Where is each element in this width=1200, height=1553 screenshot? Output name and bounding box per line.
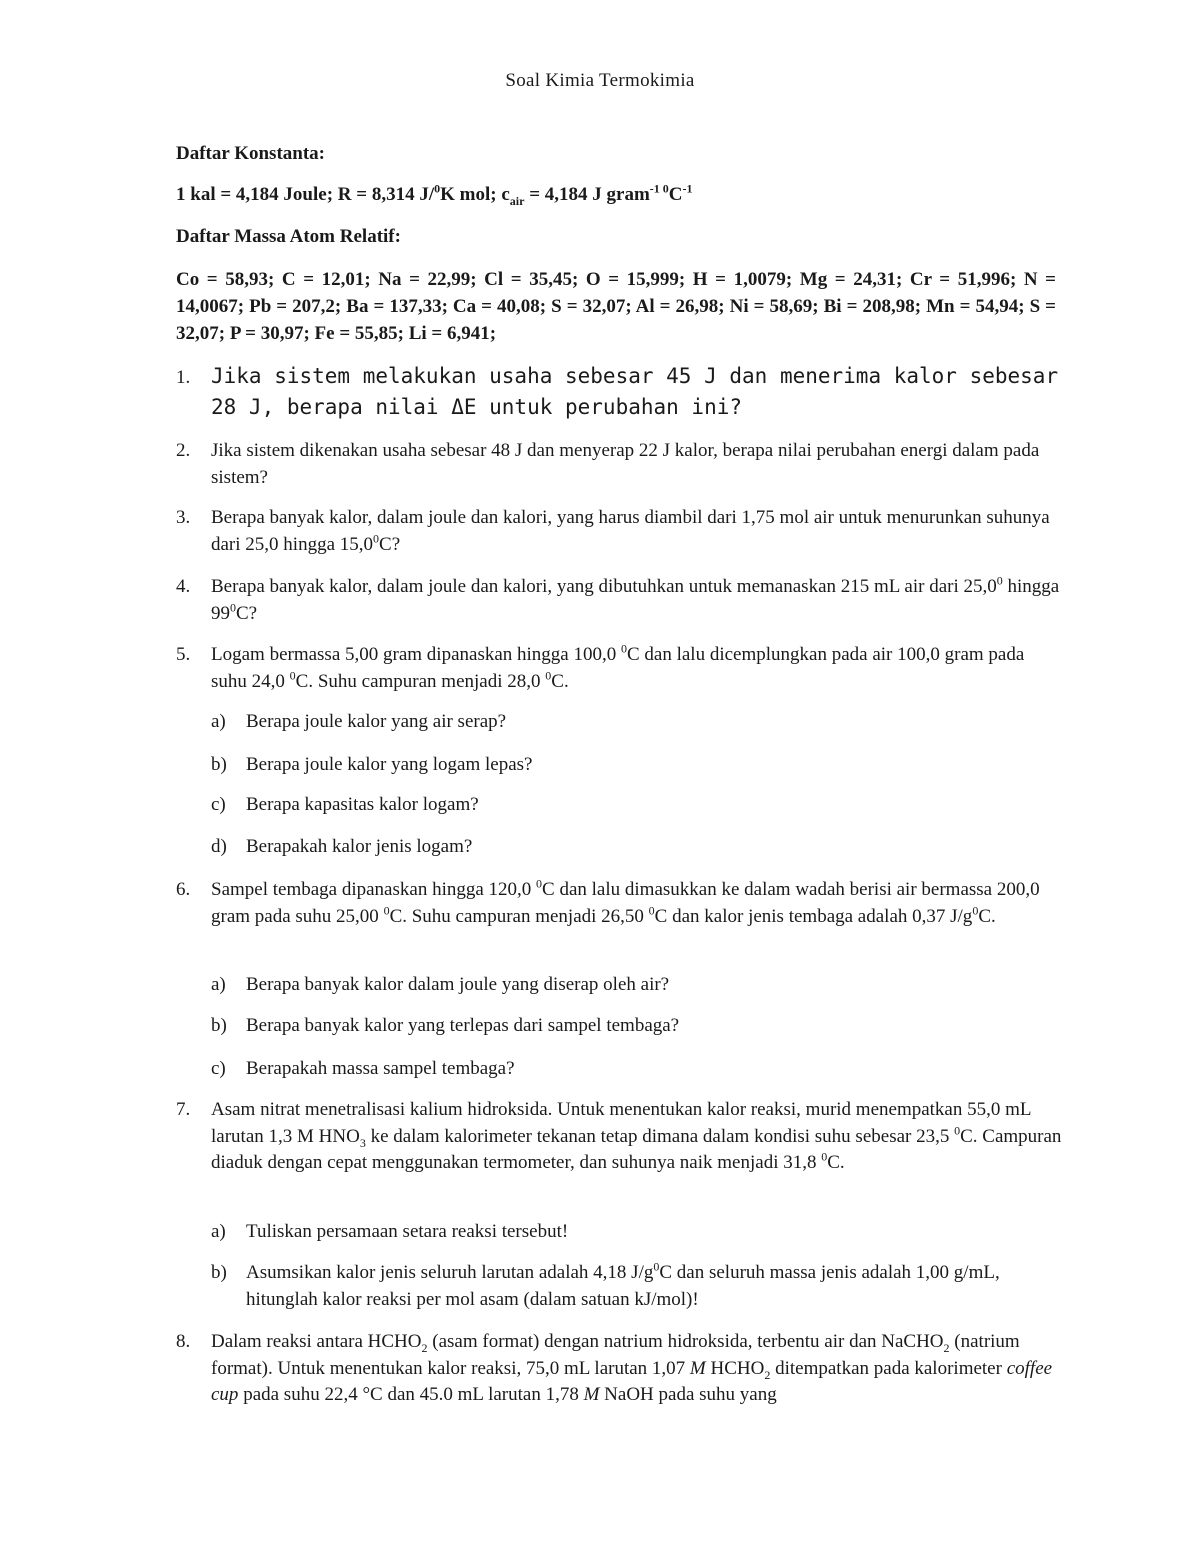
- question-6-text: Sampel tembaga dipanaskan hingga 120,0 $^0$C dan lalu dimasukkan ke dalam wadah berisi air bermassa 200,0 gram pada suhu 25,00 $^0$C. Suhu campuran menjadi 26,50 $^0$C dan kalor jenis tembaga adalah 0,37 $J/g^0C$.: [211, 876, 1040, 927]
- question-5b-letter: b): [211, 754, 227, 775]
- question-5-text: Logam bermassa 5,00 gram dipanaskan hingga 100,0 $^0$C dan lalu dicemplungkan pada air 100,0 gram pada suhu 24,0 $^0$C. Suhu campuran menjadi 28,0 $^0$C.: [211, 641, 1025, 692]
- question-2-number: 2.: [176, 440, 191, 461]
- question-3-text: Berapa banyak kalor, dalam joule dan kalori, yang harus diambil dari 1,75 mol air untuk menurunkan suhunya dari 25,0 hingga 15,0$^0$C?: [211, 507, 1050, 555]
- question-7a-text: Tuliskan persamaan setara reaksi tersebut!: [246, 1221, 569, 1242]
- question-6-number: 6.: [176, 879, 191, 900]
- page-title: Soal Kimia Termokimia: [505, 70, 695, 91]
- question-3-number: 3.: [176, 507, 191, 528]
- question-5d-text: Berapakah kalor jenis logam?: [246, 836, 473, 857]
- question-6b-letter: b): [211, 1015, 227, 1036]
- question-1-text: Jika sistem melakukan usaha sebesar 45 J dan menerima kalor sebesar 28 J, berapa nilai ΔE untuk perubahan ini?: [211, 364, 1059, 419]
- question-5a-letter: a): [211, 711, 226, 732]
- question-7-number: 7.: [176, 1099, 191, 1120]
- question-7-text: Asam nitrat menetralisasi kalium hidroksida. Untuk menentukan kalor reaksi, murid menempatkan 55,0 mL larutan 1,3 M $HNO_3$ ke dalam kalorimeter tekanan tetap dimana dalam kondisi suhu sebesar 23,5 $^0$C. Campuran diaduk dengan cepat menggunakan termometer, dan suhunya naik menjadi 31,8 $^0$C.: [211, 1099, 1062, 1173]
- question-5d-letter: d): [211, 836, 227, 857]
- question-6b-text: Berapa banyak kalor yang terlepas dari sampel tembaga?: [246, 1015, 680, 1036]
- question-1-number: 1.: [176, 367, 191, 388]
- question-5b-text: Berapa joule kalor yang logam lepas?: [246, 754, 533, 775]
- question-7b-letter: b): [211, 1262, 227, 1283]
- question-6a-letter: a): [211, 974, 226, 995]
- question-5a-text: Berapa joule kalor yang air serap?: [246, 711, 507, 732]
- question-6c-letter: c): [211, 1058, 226, 1079]
- question-7a-letter: a): [211, 1221, 226, 1242]
- question-5-number: 5.: [176, 644, 191, 665]
- question-7b-text: Asumsikan kalor jenis seluruh larutan adalah 4,18 $J/g^0C$ dan seluruh massa jenis adalah 1,00 g/mL, hitunglah kalor reaksi per mol asam (dalam satuan kJ/mol)!: [246, 1259, 1000, 1310]
- question-4-number: 4.: [176, 576, 191, 597]
- question-5c-text: Berapa kapasitas kalor logam?: [246, 794, 479, 815]
- constants-line: 1 kal = 4,184 Joule; R = 8,314 J/$^0$K mol; $c_{air} = 4,184$ J $gram^{-1 0}C^{-1}$: [176, 181, 693, 208]
- question-8-text: Dalam reaksi antara $HCHO_2$ (asam format) dengan natrium hidroksida, terbentu air dan NaCHO$_2$ (natrium format). Untuk menentukan kalor reaksi, 75,0 mL larutan 1,07 M $HCHO_2$ ditempatkan pada kalorimeter coffee cup pada suhu 22,4 °C dan 45.0 mL larutan 1,78 M NaOH pada suhu yang: [211, 1331, 1053, 1405]
- question-2-text: Jika sistem dikenakan usaha sebesar 48 J dan menyerap 22 J kalor, berapa nilai perubahan energi dalam pada sistem?: [211, 440, 1040, 488]
- question-6c-text: Berapakah massa sampel tembaga?: [246, 1058, 515, 1079]
- question-5c-letter: c): [211, 794, 226, 815]
- question-8-number: 8.: [176, 1331, 191, 1352]
- mass-heading: Daftar Massa Atom Relatif:: [176, 226, 401, 247]
- constants-heading: Daftar Konstanta:: [176, 143, 326, 164]
- question-4-text: Berapa banyak kalor, dalam joule dan kalori, yang dibutuhkan untuk memanaskan 215 mL air dari 25,0$^0$ hingga $99^0C$?: [211, 573, 1060, 624]
- question-6a-text: Berapa banyak kalor dalam joule yang diserap oleh air?: [246, 974, 670, 995]
- atomic-mass-list: Co = 58,93; C = 12,01; Na = 22,99; Cl = 35,45; O = 15,999; H = 1,0079; Mg = 24,31; Cr = 51,996; N = 14,0067; Pb = 207,2; Ba = 137,33; Ca = 40,08; S = 32,07; Al = 26,98; Ni = 58,69; Bi = 208,98; Mn = 54,94; S = 32,07; P = 30,97; Fe = 55,85; Li = 6,941;: [176, 269, 1056, 344]
